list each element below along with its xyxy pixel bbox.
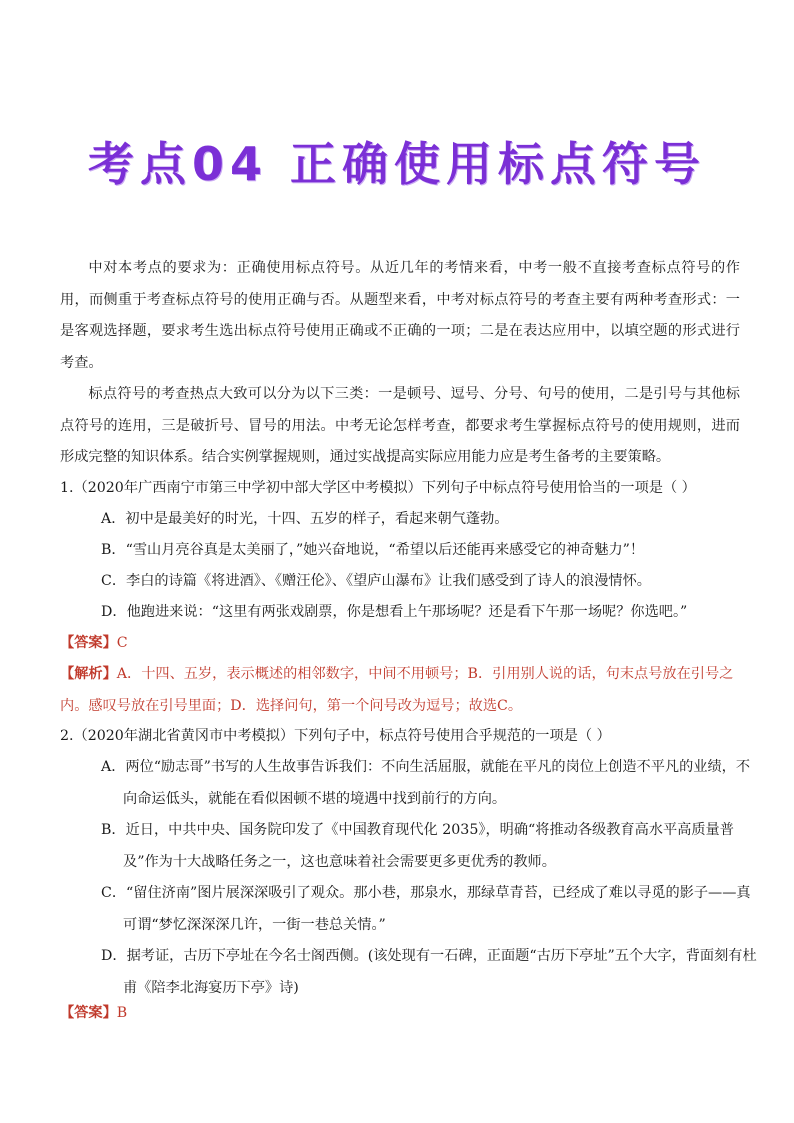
- answer-value: B: [116, 1005, 128, 1021]
- question-1-answer: [60, 628, 740, 660]
- question-1-stem: 1.（2020年广西南宁市第三中学初中部大学区中考模拟）下列句子中标点符号使用恰当的一项是（ ）: [60, 480, 696, 496]
- question-2-option-c: C．“留住济南”图片展深深吸引了观众。那小巷，那泉水，那绿草青苔，已经成了难以寻觅的影子——真可谓“梦忆深深深几许，一街一巷总关情。”: [101, 885, 751, 933]
- intro-paragraph-1: 中对本考点的要求为：正确使用标点符号。从近几年的考情来看，中考一般不直接考查标点符号的作用，而侧重于考查标点符号的使用正确与否。从题型来看，中考对标点符号的考查主要有两种考查形式：一是客观选择题，要求考生选出标点符号使用正确或不正确的一项；二是在表达应用中，以填空题的形式进行考查。: [60, 260, 740, 371]
- analysis-label: 【解析】: [60, 666, 117, 682]
- question-1-option-b: B．“雪山月亮谷真是太美丽了，”她兴奋地说，“希望以后还能再来感受它的神奇魅力”！: [101, 542, 645, 558]
- answer-value: C: [116, 635, 128, 651]
- question-1-option-c: C．李白的诗篇《将进酒》、《赠汪伦》、《望庐山瀑布》让我们感受到了诗人的浪漫情怀。: [101, 573, 651, 589]
- question-2-option-b: B．近日，中共中央、国务院印发了《中国教育现代化 2035》，明确“将推动各级教育高水平高质量普及”作为十大战略任务之一，这也意味着社会需要更多更优秀的教师。: [101, 822, 734, 870]
- question-2-option-a: A．两位“励志哥”书写的人生故事告诉我们：不向生活屈服，就能在平凡的岗位上创造不平凡的业绩，不向命运低头，就能在看似困顿不堪的境遇中找到前行的方向。: [101, 759, 751, 807]
- question-1-option-a: A．初中是最美好的时光，十四、五岁的样子，看起来朝气蓬勃。: [101, 511, 509, 527]
- question-2-stem: 2.（2020年湖北省黄冈市中考模拟）下列句子中，标点符号使用合乎规范的一项是（ ）: [60, 728, 611, 744]
- page-title: 考点04 正确使用标点符号: [87, 137, 707, 191]
- question-1-option-d: D．他跑进来说：“这里有两张戏剧票，你是想看上午那场呢？还是看下午那一场呢？你选吧。”: [101, 604, 688, 620]
- question-1-analysis: [60, 659, 740, 722]
- question-2-option-d: D．据考证，古历下亭址在今名士阁西侧。(该处现有一石碑，正面题“古历下亭址”五个大字，背面刻有杜甫《陪李北海宴历下亭》诗): [101, 948, 757, 996]
- question-2-answer: [60, 998, 740, 1030]
- answer-label: 【答案】: [60, 1005, 117, 1021]
- intro-paragraph-2: 标点符号的考查热点大致可以分为以下三类：一是顿号、逗号、分号、句号的使用，二是引号与其他标点符号的连用，三是破折号、冒号的用法。中考无论怎样考查，都要求考生掌握标点符号的使用规则，进而形成完整的知识体系。结合实例掌握规则，通过实战提高实际应用能力应是考生备考的主要策略。: [60, 386, 740, 465]
- analysis-text: A．十四、五岁，表示概述的相邻数字，中间不用顿号；B．引用别人说的话，句末点号放在引号之内。感叹号放在引号里面；D．选择问句，第一个问号改为逗号；故选C。: [60, 666, 734, 714]
- answer-label: 【答案】: [60, 635, 117, 651]
